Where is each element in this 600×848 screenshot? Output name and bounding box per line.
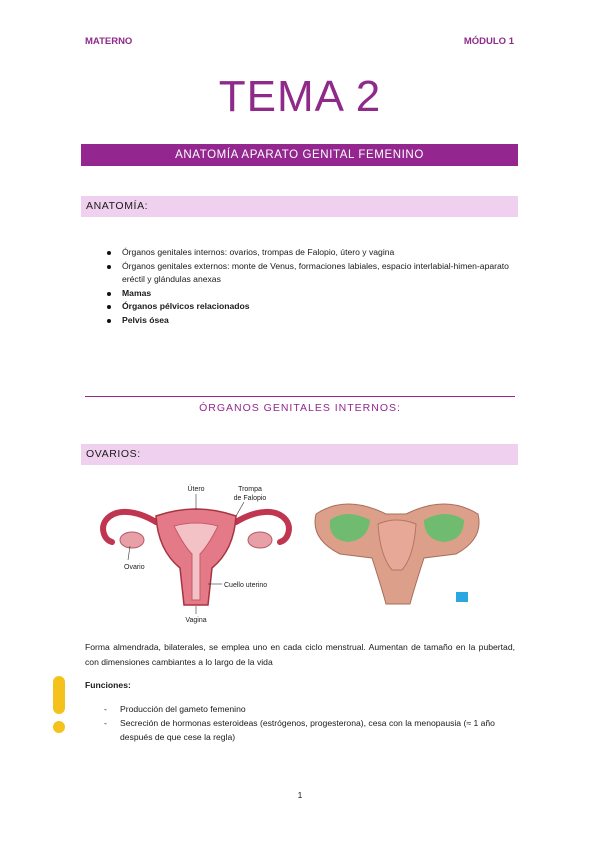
section-anatomia-label: ANATOMÍA:: [86, 200, 149, 212]
header-right: MÓDULO 1: [463, 36, 514, 47]
list-item: - Producción del gameto femenino: [102, 702, 517, 716]
page-title: TEMA 2: [218, 72, 382, 121]
list-item: - Secreción de hormonas esteroideas (estrógenos, progesterona), cesa con la menopausia (≈ 1 año después de que cese la regla): [102, 716, 517, 744]
divider: [85, 396, 515, 397]
header-left: MATERNO: [85, 36, 133, 47]
section-ovarios-label: OVARIOS:: [86, 448, 141, 460]
pelvic-illustration: [306, 484, 486, 609]
page-number: 1: [297, 790, 303, 800]
label-cuello: Cuello uterino: [224, 582, 268, 589]
section-anatomia: [81, 196, 518, 217]
list-item: Órganos pélvicos relacionados: [104, 300, 514, 314]
funciones-list: [102, 702, 517, 744]
anatomy-list: [104, 246, 514, 327]
label-vagina: Vagina: [185, 617, 207, 624]
label-utero: Útero: [187, 486, 205, 493]
uterus-diagram: [96, 480, 296, 625]
list-item: Pelvis ósea: [104, 314, 514, 328]
list-item: Órganos genitales externos: monte de Venus, formaciones labiales, espacio interlabial-himen-aparato eréctil y glándulas anexas: [104, 260, 514, 287]
label-ovario: Ovario: [124, 564, 145, 571]
label-trompa: Trompa: [238, 486, 262, 493]
exclamation-icon: [52, 676, 66, 736]
funciones-label: Funciones:: [85, 680, 131, 690]
list-item: Órganos genitales internos: ovarios, trompas de Falopio, útero y vagina: [104, 246, 514, 260]
section-ovarios: [81, 444, 518, 465]
subheading: ÓRGANOS GENITALES INTERNOS:: [199, 402, 401, 414]
ovary-description: Forma almendrada, bilaterales, se emplea uno en cada ciclo menstrual. Aumentan de tamaño en la pubertad, con dimensiones cambiantes a lo largo de la vida: [85, 642, 515, 667]
label-trompa-2: de Falopio: [233, 495, 267, 502]
title-banner: ANATOMÍA APARATO GENITAL FEMENINO: [81, 144, 518, 166]
list-item: Mamas: [104, 287, 514, 301]
